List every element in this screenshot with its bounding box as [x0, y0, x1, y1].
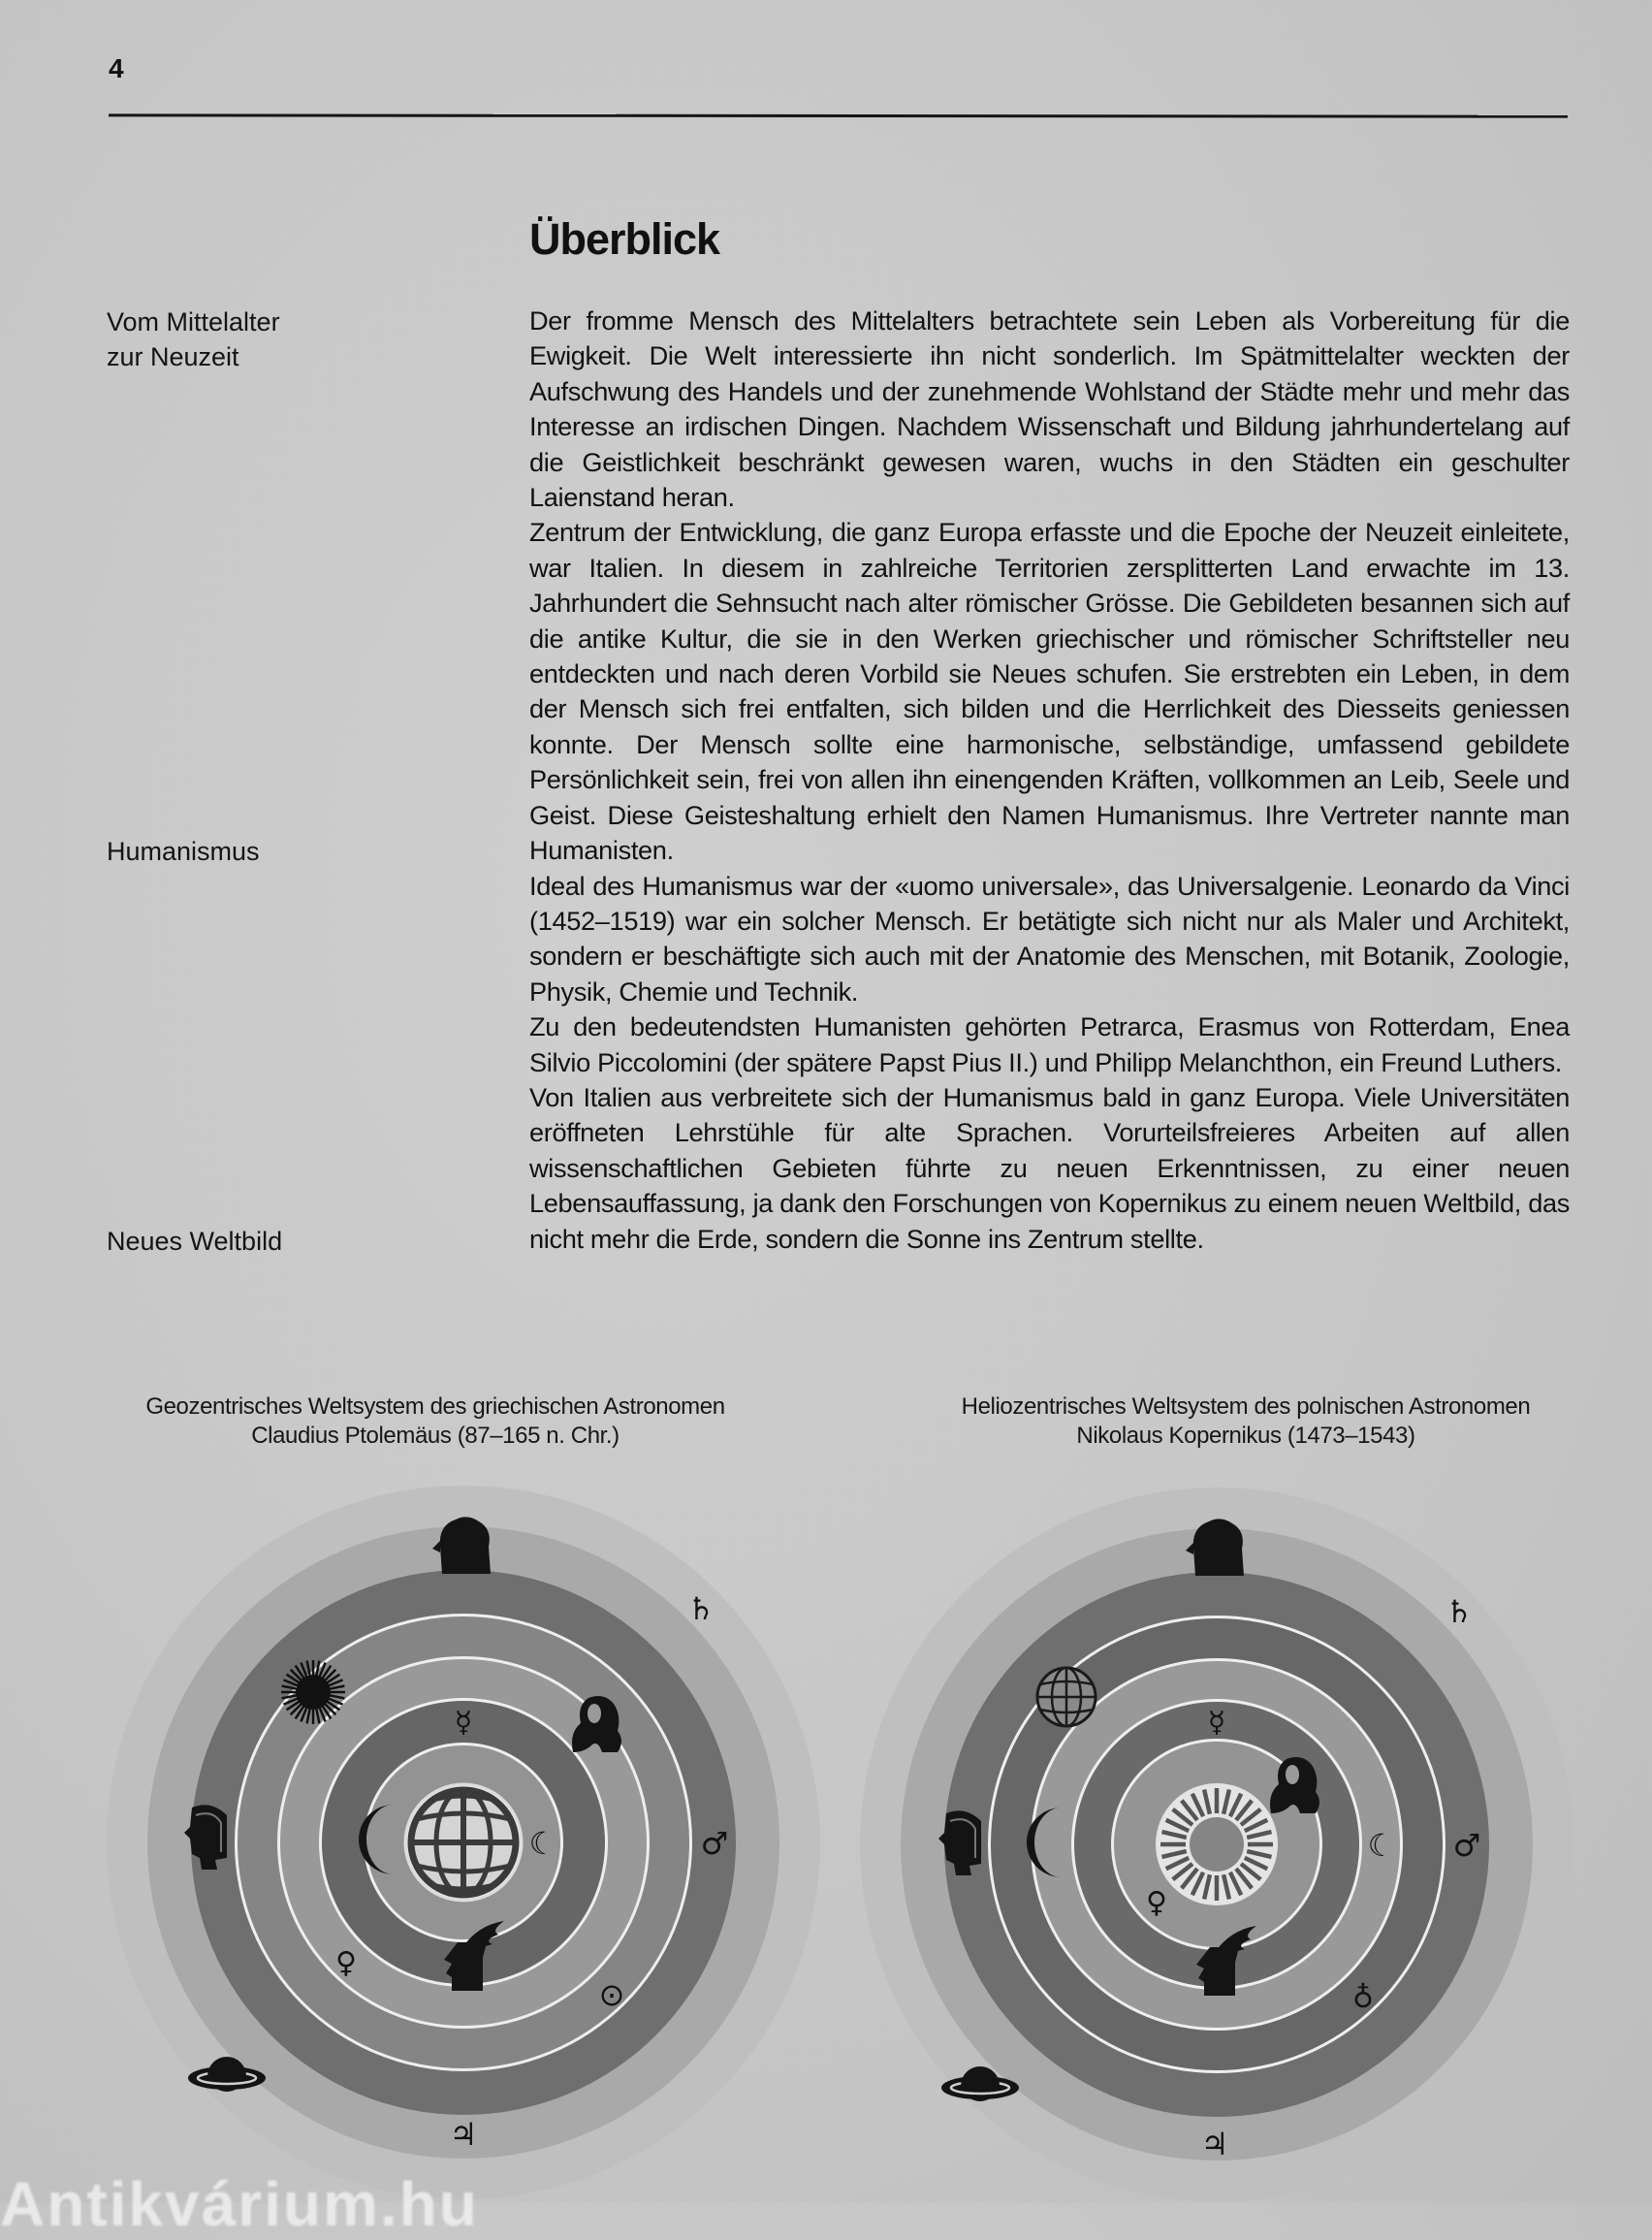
saturn-symbol-icon: ♄: [686, 1590, 715, 1627]
mercury-symbol-icon: ☿: [1207, 1706, 1226, 1740]
earth-globe-icon: [1037, 1668, 1096, 1726]
mercury-symbol-icon: ☿: [454, 1706, 473, 1740]
margin-label-line: Neues Weltbild: [107, 1227, 283, 1256]
geocentric-diagram-svg: [105, 1484, 822, 2201]
heliocentric-diagram: [858, 1486, 1575, 2203]
caption-line: Geozentrisches Weltsystem des griechischen Astronomen: [145, 1393, 725, 1420]
sun-symbol-icon: ⊙: [598, 1976, 625, 2013]
mars-symbol-icon: ♂: [1452, 1827, 1481, 1864]
page-title: Überblick: [529, 214, 720, 264]
body-text: [529, 304, 1570, 1257]
header-rule: [109, 113, 1568, 117]
margin-label-weltbild: [107, 1224, 282, 1259]
moon-small-icon: ☾: [528, 1825, 557, 1862]
saturn-symbol-icon: ♄: [1445, 1593, 1474, 1630]
paragraph: Ideal des Humanismus war der «uomo universale», das Universalgenie. Leonardo da Vinci (1452–1519) war ein solcher Mensch. Er betätigte sich nicht nur als Maler und Architekt, sondern er beschäftigte sich auch mit der Anatomie des Menschen, mit Botanik, Zoologie, Physik, Chemie und Technik.: [529, 870, 1570, 1007]
venus-symbol-icon: ♀: [1146, 1886, 1167, 1920]
paragraph: Zentrum der Entwicklung, die ganz Europa erfasste und die Epoche der Neuzeit einleitete, war Italien. In diesem in zahlreiche Territorien zersplitterten Land erwachte im 13. Jahrhundert die Sehnsucht nach alter römischer Grösse. Die Gebildeten besannen sich auf die antike Kultur, die sie in den Werken griechischer und römischer Schriftsteller neu entdeckten und nach deren Vorbild sie Neues schufen. Sie erstrebten ein Leben, in dem der Mensch sich frei entfalten, sich bilden und die Herrlichkeit des Diesseits geniessen konnte. Der Mensch sollte eine harmonische, selbständige, umfassend gebildete Persönlichkeit sein, frei von allen ihn einengenden Kräften, vollkommen an Leib, Seele und Geist. Diese Geisteshaltung erhielt den Namen Humanismus. Ihre Vertreter nannte man Humanisten.: [529, 517, 1570, 866]
geocentric-diagram: [105, 1484, 822, 2201]
figure-caption-heliocentric: [904, 1392, 1588, 1451]
caption-line: Nikolaus Kopernikus (1473–1543): [1076, 1423, 1415, 1449]
mars-symbol-icon: ♂: [700, 1825, 729, 1862]
margin-label-line: zur Neuzeit: [107, 342, 239, 371]
paragraph: Der fromme Mensch des Mittelalters betrachtete sein Leben als Vorbereitung für die Ewigkeit. Die Welt interessierte ihn nicht sonderlich. Im Spätmittelalter weckten der Aufschwung des Handels und der zunehmende Wohlstand der Städte mehr und mehr das Interesse an irdischen Dingen. Nachdem Wissenschaft und Bildung jahrhundertelang auf die Geistlichkeit beschränkt gewesen waren, wuchs in den Städten ein geschulter Laienstand heran.: [529, 305, 1570, 513]
earth-symbol-icon: ♁: [1352, 1981, 1374, 2015]
paragraph: Zu den bedeutendsten Humanisten gehörten Petrarca, Erasmus von Rotterdam, Enea Silvio Piccolomini (der spätere Papst Pius II.) und Philipp Melanchthon, ein Freund Luthers.: [529, 1011, 1570, 1077]
margin-label-line: Humanismus: [107, 837, 260, 866]
venus-symbol-icon: ♀: [335, 1946, 357, 1980]
heliocentric-diagram-svg: [858, 1486, 1575, 2203]
earth-globe-icon: [405, 1784, 522, 1901]
caption-line: Heliozentrisches Weltsystem des polnischen Astronomen: [961, 1393, 1531, 1420]
caption-line: Claudius Ptolemäus (87–165 n. Chr.): [251, 1423, 620, 1449]
margin-label-humanismus: [107, 834, 260, 869]
moon-small-icon: ☾: [1367, 1827, 1396, 1864]
figure-caption-geocentric: [93, 1392, 778, 1451]
watermark: Antikvárium.hu: [0, 2169, 479, 2239]
paragraph: Von Italien aus verbreitete sich der Humanismus bald in ganz Europa. Viele Universitäten eröffneten Lehrstühle für alte Sprachen. Vorurteilsfreieres Arbeiten auf allen wissenschaftlichen Gebieten führte zu neuen Erkenntnissen, zu einer neuen Lebensauffassung, ja dank den Forschungen von Kopernikus zu einem neuen Weltbild, das nicht mehr die Erde, sondern die Sonne ins Zentrum stellte.: [529, 1081, 1570, 1254]
jupiter-symbol-icon: ♃: [449, 2116, 478, 2153]
jupiter-symbol-icon: ♃: [1200, 2126, 1229, 2162]
sun-rays-icon: [281, 1660, 345, 1724]
margin-label-line: Vom Mittelalter: [107, 307, 280, 336]
page-number: 4: [109, 53, 124, 83]
margin-label-mittelalter: [107, 304, 280, 374]
sun-center-icon: [1156, 1783, 1278, 1905]
